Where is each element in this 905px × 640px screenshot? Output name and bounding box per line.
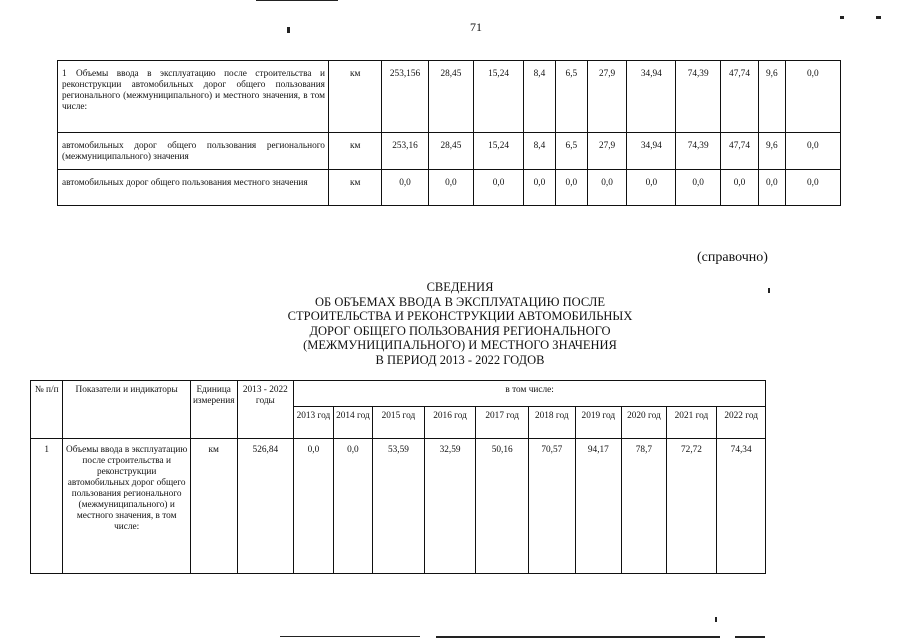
value-cell: 47,74 (720, 133, 758, 170)
scan-dot (876, 16, 881, 19)
value-cell: 0,0 (555, 170, 587, 206)
value-cell: 9,6 (759, 61, 785, 133)
unit-cell: км (190, 439, 237, 574)
value-cell: 53,59 (373, 439, 425, 574)
title-line: (МЕЖМУНИЦИПАЛЬНОГО) И МЕСТНОГО ЗНАЧЕНИЯ (303, 338, 617, 352)
header-row (31, 381, 766, 407)
value-cell: 253,16 (382, 133, 428, 170)
title-line: СВЕДЕНИЯ (426, 280, 494, 294)
scan-line-bottom (436, 636, 720, 638)
scan-dot (768, 288, 770, 293)
header-indicator: Показатели и индикаторы (63, 381, 191, 439)
scan-line-bottom (735, 636, 765, 638)
header-year: 2018 год (529, 407, 576, 439)
value-cell: 0,0 (676, 170, 721, 206)
scan-dot (287, 27, 290, 33)
value-cell: 78,7 (622, 439, 667, 574)
value-cell: 74,39 (676, 133, 721, 170)
top-table (57, 60, 841, 206)
header-year: 2017 год (476, 407, 529, 439)
value-cell: 34,94 (627, 133, 676, 170)
value-cell: 0,0 (587, 170, 627, 206)
header-group: в том числе: (294, 381, 766, 407)
value-cell: 0,0 (785, 170, 840, 206)
header-year: 2021 год (666, 407, 717, 439)
value-cell: 74,34 (717, 439, 766, 574)
indicator-text: автомобильных дорог общего пользования местного значения (62, 178, 308, 188)
value-cell: 94,17 (575, 439, 622, 574)
value-cell: 28,45 (428, 133, 473, 170)
value-cell: 15,24 (474, 133, 524, 170)
indicator-cell (58, 61, 329, 133)
value-cell: 34,94 (627, 61, 676, 133)
value-cell: 74,39 (676, 61, 721, 133)
value-cell: 8,4 (524, 61, 556, 133)
row-number: 1 (31, 439, 63, 574)
header-year: 2019 год (575, 407, 622, 439)
value-cell: 9,6 (759, 133, 785, 170)
value-cell: 6,5 (555, 133, 587, 170)
value-cell: 253,156 (382, 61, 428, 133)
table-row (31, 439, 766, 574)
value-cell: 0,0 (759, 170, 785, 206)
title-line: ДОРОГ ОБЩЕГО ПОЛЬЗОВАНИЯ РЕГИОНАЛЬНОГО (309, 323, 611, 338)
value-cell: 0,0 (627, 170, 676, 206)
value-cell: 50,16 (476, 439, 529, 574)
indicator-cell: Объемы ввода в эксплуатацию после строительства и реконструкции автомобильных дорог общего пользования регионального (межмуниципального) и местного значения, в том числе: (63, 439, 191, 574)
page-number: 71 (470, 20, 482, 34)
header-unit: Единица измерения (190, 381, 237, 439)
summary-table (30, 380, 766, 574)
header-year: 2016 год (424, 407, 476, 439)
scan-dot (840, 16, 844, 19)
value-cell: 0,0 (524, 170, 556, 206)
table-row (58, 133, 841, 170)
header-year: 2013 год (294, 407, 333, 439)
value-cell: 32,59 (424, 439, 476, 574)
row-number: 1 (62, 69, 67, 79)
value-cell: 70,57 (529, 439, 576, 574)
header-total: 2013 - 2022 годы (237, 381, 294, 439)
table-row (58, 170, 841, 206)
value-cell: 0,0 (785, 61, 840, 133)
value-cell: 47,74 (720, 61, 758, 133)
total-cell: 526,84 (237, 439, 294, 574)
unit-cell: км (328, 133, 381, 170)
header-year: 2015 год (373, 407, 425, 439)
scan-line-bottom (280, 636, 420, 637)
value-cell: 0,0 (333, 439, 372, 574)
value-cell: 15,24 (474, 61, 524, 133)
scan-dot (715, 617, 717, 622)
value-cell: 27,9 (587, 61, 627, 133)
title-line: ОБ ОБЪЕМАХ ВВОДА В ЭКСПЛУАТАЦИЮ ПОСЛЕ (315, 294, 605, 309)
value-cell: 0,0 (382, 170, 428, 206)
title-line: СТРОИТЕЛЬСТВА И РЕКОНСТРУКЦИИ АВТОМОБИЛЬНЫХ (287, 309, 633, 323)
value-cell: 27,9 (587, 133, 627, 170)
scan-line-top (256, 0, 338, 1)
indicator-cell (58, 133, 329, 170)
value-cell: 8,4 (524, 133, 556, 170)
reference-note: (справочно) (697, 250, 768, 265)
title-line: В ПЕРИОД 2013 - 2022 ГОДОВ (375, 352, 545, 367)
indicator-cell (58, 170, 329, 206)
indicator-text: автомобильных дорог общего пользования регионального (межмуниципального) значения (62, 141, 325, 162)
unit-cell: км (328, 61, 381, 133)
value-cell: 0,0 (428, 170, 473, 206)
table-row (58, 61, 841, 133)
header-num: № п/п (31, 381, 63, 439)
value-cell: 0,0 (720, 170, 758, 206)
value-cell: 28,45 (428, 61, 473, 133)
header-year: 2022 год (717, 407, 766, 439)
document-title (200, 280, 720, 367)
unit-cell: км (328, 170, 381, 206)
value-cell: 6,5 (555, 61, 587, 133)
value-cell: 0,0 (294, 439, 333, 574)
header-year: 2020 год (622, 407, 667, 439)
value-cell: 0,0 (474, 170, 524, 206)
indicator-text: Объемы ввода в эксплуатацию после строительства и реконструкции автомобильных дорог общего пользования регионального (межмуниципального) и местного значения, в том числе: (62, 69, 325, 112)
header-year: 2014 год (333, 407, 372, 439)
value-cell: 0,0 (785, 133, 840, 170)
value-cell: 72,72 (666, 439, 717, 574)
